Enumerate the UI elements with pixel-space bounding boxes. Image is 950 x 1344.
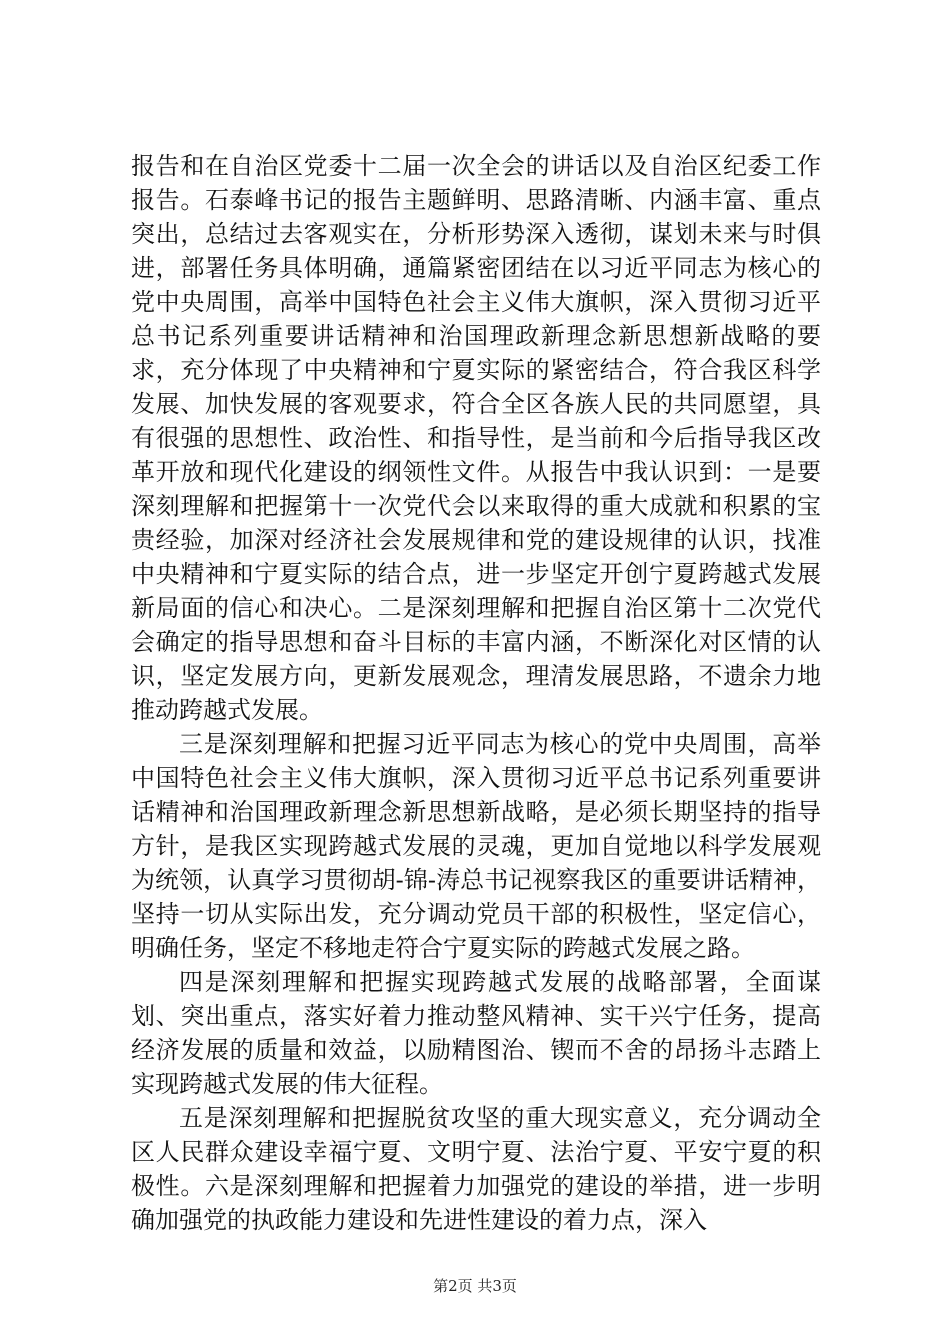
paragraph-4: 五是深刻理解和把握脱贫攻坚的重大现实意义，充分调动全区人民群众建设幸福宁夏、文明宁夏、法治宁夏、平安宁夏的积极性。六是深刻理解和把握着力加强党的建设的举措，进一步明确加强党的执政能力建设和先进性建设的着力点，深入	[131, 1104, 821, 1234]
document-body	[131, 149, 821, 1237]
paragraph-2: 三是深刻理解和把握习近平同志为核心的党中央周围，高举中国特色社会主义伟大旗帜，深入贯彻习近平总书记系列重要讲话精神和治国理政新理念新思想新战略，是必须长期坚持的指导方针，是我区实现跨越式发展的灵魂，更加自觉地以科学发展观为统领，认真学习贯彻胡-锦-涛总书记视察我区的重要讲话精神，坚持一切从实际出发，充分调动党员干部的积极性，坚定信心，明确任务，坚定不移地走符合宁夏实际的跨越式发展之路。	[131, 730, 821, 962]
paragraph-1: 报告和在自治区党委十二届一次全会的讲话以及自治区纪委工作报告。石泰峰书记的报告主题鲜明、思路清晰、内涵丰富、重点突出，总结过去客观实在，分析形势深入透彻，谋划未来与时俱进，部署任务具体明确，通篇紧密团结在以习近平同志为核心的党中央周围，高举中国特色社会主义伟大旗帜，深入贯彻习近平总书记系列重要讲话精神和治国理政新理念新思想新战略的要求，充分体现了中央精神和宁夏实际的紧密结合，符合我区科学发展、加快发展的客观要求，符合全区各族人民的共同愿望，具有很强的思想性、政治性、和指导性，是当前和今后指导我区改革开放和现代化建设的纲领性文件。从报告中我认识到：一是要深刻理解和把握第十一次党代会以来取得的重大成就和积累的宝贵经验，加深对经济社会发展规律和党的建设规律的认识，找准中央精神和宁夏实际的结合点，进一步坚定开创宁夏跨越式发展新局面的信心和决心。二是深刻理解和把握自治区第十二次党代会确定的指导思想和奋斗目标的丰富内涵，不断深化对区情的认识，坚定发展方向，更新发展观念，理清发展思路，不遗余力地推动跨越式发展。	[131, 152, 821, 724]
page-footer: 第2页 共3页	[433, 1277, 517, 1295]
paragraph-3: 四是深刻理解和把握实现跨越式发展的战略部署，全面谋划、突出重点，落实好着力推动整风精神、实干兴宁任务，提高经济发展的质量和效益，以励精图治、锲而不舍的昂扬斗志踏上实现跨越式发展的伟大征程。	[131, 968, 821, 1098]
